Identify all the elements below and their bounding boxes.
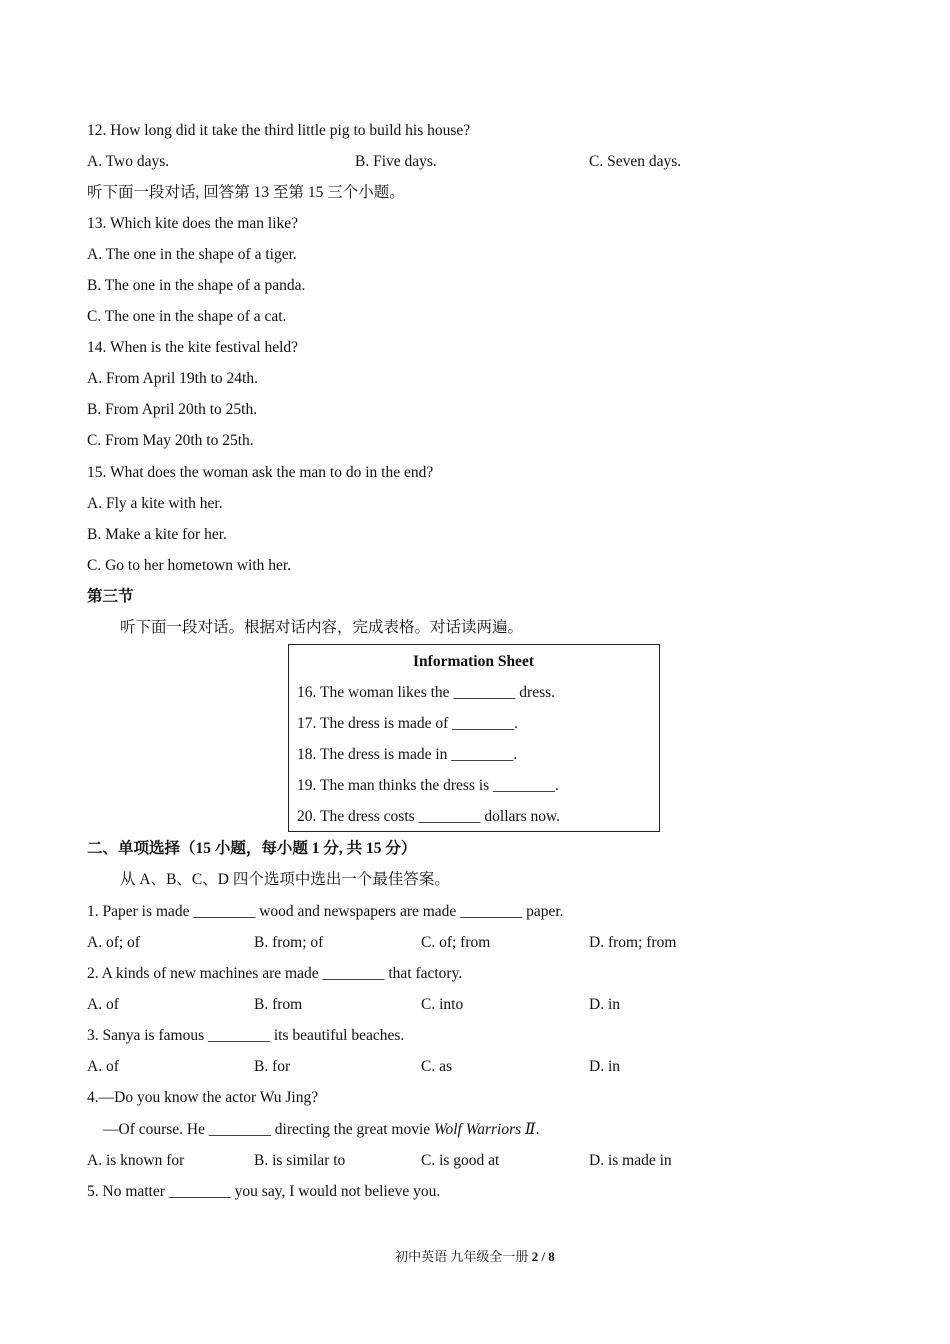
information-sheet-row-20: 20. The dress costs ________ dollars now. <box>297 808 561 825</box>
mc-question-4-line-2-end: . <box>535 1121 540 1138</box>
mc-question-4-option-d: D. is made in <box>589 1152 672 1169</box>
mc-question-3-option-a: A. of <box>87 1058 119 1075</box>
mc-question-1-stem: 1. Paper is made ________ wood and newspapers are made ________ paper. <box>87 903 564 920</box>
mc-question-3-option-c: C. as <box>421 1058 452 1075</box>
question-12-stem: 12. How long did it take the third little pig to build his house? <box>87 122 471 139</box>
mc-question-3-option-d: D. in <box>589 1058 620 1075</box>
mc-question-5-stem: 5. No matter ________ you say, I would not believe you. <box>87 1183 441 1200</box>
question-14-stem: 14. When is the kite festival held? <box>87 339 299 356</box>
question-13-option-b: B. The one in the shape of a panda. <box>87 277 306 294</box>
question-15-option-a: A. Fly a kite with her. <box>87 495 223 512</box>
question-15-option-c: C. Go to her hometown with her. <box>87 557 292 574</box>
mc-question-4-line-2 <box>103 1120 539 1140</box>
mc-question-2-option-d: D. in <box>589 996 620 1013</box>
mc-question-1-option-a: A. of; of <box>87 934 140 951</box>
mc-question-1-option-c: C. of; from <box>421 934 491 951</box>
question-13-option-c: C. The one in the shape of a cat. <box>87 308 287 325</box>
footer-text: 初中英语 九年级全一册 <box>395 1249 532 1264</box>
question-13-option-a: A. The one in the shape of a tiger. <box>87 246 297 263</box>
mc-question-2-option-c: C. into <box>421 996 464 1013</box>
mc-question-4-option-c: C. is good at <box>421 1152 500 1169</box>
question-13-stem: 13. Which kite does the man like? <box>87 215 299 232</box>
information-sheet-row-17: 17. The dress is made of ________. <box>297 715 518 732</box>
mc-question-3-stem: 3. Sanya is famous ________ its beautiful beaches. <box>87 1027 405 1044</box>
movie-title: Wolf Warriors Ⅱ <box>434 1121 536 1138</box>
mc-question-4-option-b: B. is similar to <box>254 1152 346 1169</box>
question-14-option-b: B. From April 20th to 25th. <box>87 401 258 418</box>
instruction-13-15: 听下面一段对话, 回答第 13 至第 15 三个小题。 <box>87 184 405 201</box>
question-14-option-a: A. From April 19th to 24th. <box>87 370 258 387</box>
question-14-option-c: C. From May 20th to 25th. <box>87 432 254 449</box>
question-15-option-b: B. Make a kite for her. <box>87 526 227 543</box>
information-sheet-title: Information Sheet <box>413 653 534 670</box>
part-2-heading: 二、单项选择（15 小题，每小题 1 分, 共 15 分） <box>87 840 417 857</box>
section-3-heading: 第三节 <box>87 588 134 605</box>
mc-question-1-option-d: D. from; from <box>589 934 677 951</box>
question-15-stem: 15. What does the woman ask the man to do in the end? <box>87 464 434 481</box>
question-12-option-c: C. Seven days. <box>589 153 682 170</box>
mc-question-3-option-b: B. for <box>254 1058 291 1075</box>
mc-question-4-line-2-text: —Of course. He ________ directing the great movie <box>103 1121 435 1138</box>
mc-question-1-option-b: B. from; of <box>254 934 324 951</box>
section-3-instruction: 听下面一段对话。根据对话内容，完成表格。对话读两遍。 <box>120 619 524 636</box>
page-number: 2 / 8 <box>531 1249 555 1264</box>
mc-question-2-option-a: A. of <box>87 996 119 1013</box>
information-sheet-row-16: 16. The woman likes the ________ dress. <box>297 684 556 701</box>
mc-question-2-stem: 2. A kinds of new machines are made ________ that factory. <box>87 965 463 982</box>
page-footer <box>0 1246 950 1265</box>
part-2-instruction: 从 A、B、C、D 四个选项中选出一个最佳答案。 <box>120 871 450 888</box>
mc-question-2-option-b: B. from <box>254 996 303 1013</box>
information-sheet-row-19: 19. The man thinks the dress is ________. <box>297 777 559 794</box>
information-sheet-box <box>288 644 660 832</box>
question-12-option-a: A. Two days. <box>87 153 170 170</box>
mc-question-4-option-a: A. is known for <box>87 1152 185 1169</box>
question-12-option-b: B. Five days. <box>355 153 437 170</box>
information-sheet-row-18: 18. The dress is made in ________. <box>297 746 518 763</box>
mc-question-4-line-1: 4.—Do you know the actor Wu Jing? <box>87 1089 319 1106</box>
